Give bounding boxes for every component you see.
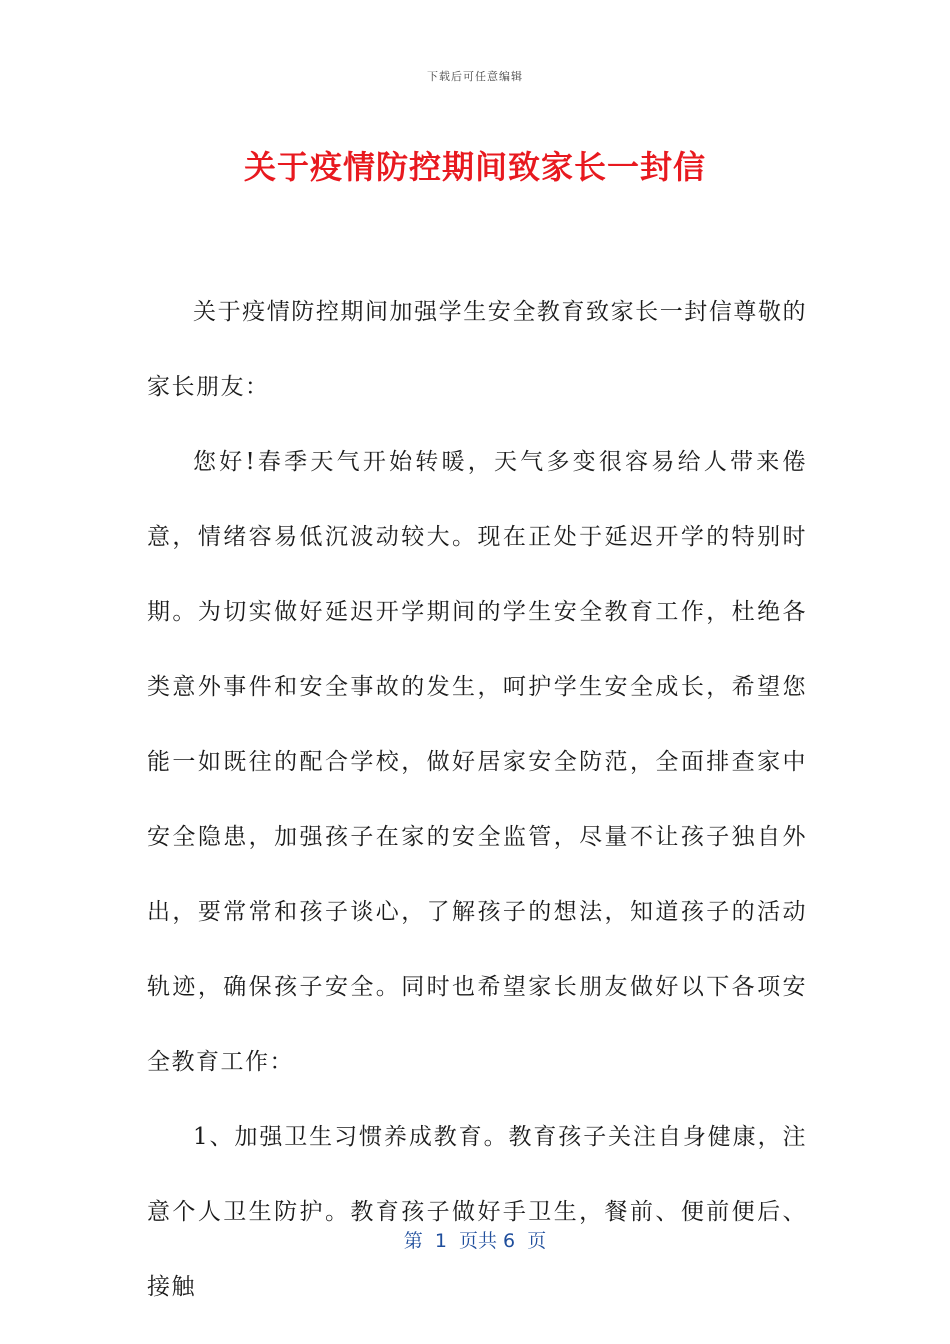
paragraph-main: 您好!春季天气开始转暖，天气多变很容易给人带来倦意，情绪容易低沉波动较大。现在正处于延迟开学的特别时期。为切实做好延迟开学期间的学生安全教育工作，杜绝各类意外事件和安全事故的发生，呵护学生安全成长，希望您能一如既往的配合学校，做好居家安全防范，全面排查家中安全隐患，加强孩子在家的安全监管，尽量不让孩子独自外出，要常常和孩子谈心，了解孩子的想法，知道孩子的活动轨迹，确保孩子安全。同时也希望家长朋友做好以下各项安全教育工作：: [147, 449, 807, 1075]
document-body: [147, 275, 807, 1325]
document-title: 关于疫情防控期间致家长一封信: [243, 148, 706, 186]
paragraph-item-1: 1、加强卫生习惯养成教育。教育孩子关注自身健康，注意个人卫生防护。教育孩子做好手卫生，餐前、便前便后、接触: [147, 1124, 807, 1300]
header-note: 下载后可任意编辑: [427, 70, 523, 83]
paragraph-greeting: 关于疫情防控期间加强学生安全教育致家长一封信尊敬的家长朋友：: [147, 299, 807, 400]
page-footer: 第 1 页共 6 页: [403, 1230, 547, 1252]
